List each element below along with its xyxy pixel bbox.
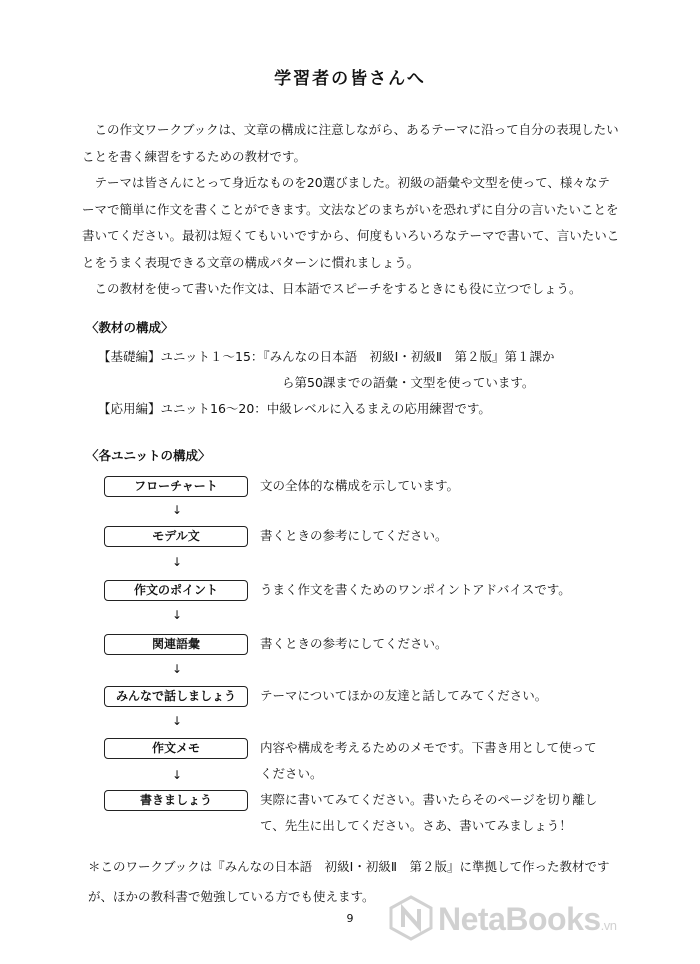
applied-unit-line: 【応用編】ユニット16～20：中級レベルに入るまえの応用練習です。 [98,401,491,416]
flow-step-box: モデル文 [104,526,248,547]
intro-paragraph-2: テーマは皆さんにとって身近なものを20選びました。初級の語彙や文型を使って、様々なテーマで簡単に作文を書くことができます。文法などのまちがいを恐れずに自分の言いたいことを書いてください。最初は短くてもいいですから、何度もいろいろなテーマで書いて、言いたいことをうまく表現できる文章の構成パターンに慣れましょう。 [82,175,620,270]
down-arrow-icon: ↓ [172,503,183,517]
intro-paragraph-3: この教材を使って書いた作文は、日本語でスピーチをするときにも役に立つでしょう。 [94,281,582,296]
page-title: 学習者の皆さんへ [274,69,426,89]
netabooks-logo-icon [388,895,434,941]
flow-step-box: 作文のポイント [104,580,248,601]
units-heading: 〈各ユニットの構成〉 [86,448,211,463]
watermark [388,895,688,945]
down-arrow-icon: ↓ [172,662,183,676]
intro-paragraph-1: この作文ワークブックは、文章の構成に注意しながら、あるテーマに沿って自分の表現したいことを書く練習をするための教材です。 [82,122,619,164]
flow-step-desc: 書くときの参考にしてください。 [260,636,448,651]
flow-step-box: 書きましょう [104,790,248,811]
flow-step-desc: 文の全体的な構成を示しています。 [260,478,460,493]
watermark-brand: NetaBooks [438,901,601,937]
footnote: ＊このワークブックは『みんなの日本語 初級Ⅰ・初級Ⅱ 第２版』に準拠して作った教材ですが、ほかの教科書で勉強している方でも使えます。 [88,859,610,904]
flow-step-box: みんなで話しましょう [104,686,248,707]
basic-unit-line: 【基礎編】ユニット１～15：『みんなの日本語 初級Ⅰ・初級Ⅱ 第２版』第１課か [98,349,555,364]
flow-step-box: 関連語彙 [104,634,248,655]
flow-step-desc: うまく作文を書くためのワンポイントアドバイスです。 [260,582,571,597]
down-arrow-icon: ↓ [172,714,183,728]
flow-step-desc: 書くときの参考にしてください。 [260,528,448,543]
down-arrow-icon: ↓ [172,608,183,622]
flow-step-box: 作文メモ [104,738,248,759]
flow-step-box: フローチャート [104,476,248,497]
flow-step-desc: テーマについてほかの友達と話してみてください。 [260,688,548,703]
page-number: 9 [346,912,354,925]
watermark-text [438,901,617,938]
flow-step-desc: 内容や構成を考えるためのメモです。下書き用として使ってください。 [260,740,597,781]
materials-structure [98,344,618,422]
basic-unit-line-cont: ら第50課までの語彙・文型を使っています。 [282,375,535,390]
down-arrow-icon: ↓ [172,555,183,569]
watermark-suffix: .vn [600,918,617,933]
materials-heading: 〈教材の構成〉 [86,320,174,335]
down-arrow-icon: ↓ [172,768,183,782]
intro-text [82,117,622,303]
flow-step-desc: 実際に書いてみてください。書いたらそのページを切り離して、先生に出してください。さあ、書いてみましょう！ [260,792,598,833]
